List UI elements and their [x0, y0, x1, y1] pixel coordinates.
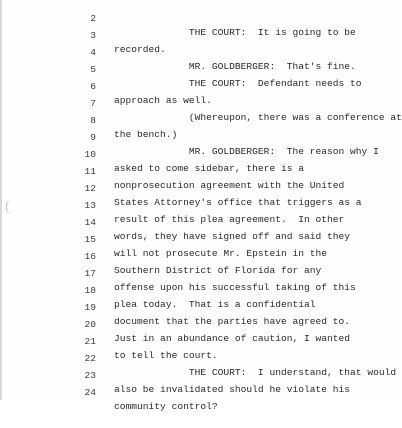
line-text: the bench.)	[114, 129, 178, 140]
line-text: THE COURT: It is going to be	[114, 27, 356, 38]
line-text: Just in an abundance of caution, I wanted	[114, 333, 351, 344]
line-text: asked to come sidebar, there is a	[114, 163, 304, 174]
line-text: will not prosecute Mr. Epstein in the	[114, 248, 328, 259]
line-number: 22	[84, 353, 96, 364]
line-number: 11	[84, 166, 96, 177]
line-number: 7	[90, 98, 96, 109]
line-text: THE COURT: Defendant needs to	[114, 78, 362, 89]
line-text: document that the parties have agreed to.	[114, 316, 351, 327]
line-number: 12	[84, 183, 96, 194]
line-number: 8	[90, 115, 96, 126]
line-number: 5	[90, 64, 96, 75]
line-number: 20	[84, 319, 96, 330]
line-number: 17	[84, 268, 96, 279]
line-number: 23	[84, 370, 96, 381]
line-number: 10	[84, 149, 96, 160]
line-number: 14	[84, 217, 96, 228]
line-text: Southern District of Florida for any	[114, 265, 322, 276]
line-text: nonprosecution agreement with the United	[114, 180, 345, 191]
line-text: also be invalidated should he violate his	[114, 384, 351, 395]
line-text: words, they have signed off and said they	[114, 231, 351, 242]
line-number: 19	[84, 302, 96, 313]
line-number: 24	[84, 387, 96, 398]
line-number: 16	[84, 251, 96, 262]
line-number: 2	[90, 13, 96, 24]
line-text: States Attorney's office that triggers as a	[114, 197, 362, 208]
line-text: offense upon his successful taking of this	[114, 282, 356, 293]
line-number: 6	[90, 81, 96, 92]
line-text: to tell the court.	[114, 350, 218, 361]
line-text: plea today. That is a confidential	[114, 299, 316, 310]
line-text: recorded.	[114, 44, 166, 55]
line-number: 9	[90, 132, 96, 143]
line-text: approach as well.	[114, 95, 212, 106]
line-number: 13	[84, 200, 96, 211]
line-text: MR. GOLDBERGER: That's fine.	[114, 61, 356, 72]
line-number: 15	[84, 234, 96, 245]
line-text: THE COURT: I understand, that would	[114, 367, 397, 378]
line-text: result of this plea agreement. In other	[114, 214, 345, 225]
line-number: 18	[84, 285, 96, 296]
line-number: 4	[90, 47, 96, 58]
line-text: (Whereupon, there was a conference at	[114, 112, 402, 123]
line-number: 3	[90, 30, 96, 41]
line-text: community control?	[114, 401, 218, 412]
transcript-line	[0, 0, 400, 38]
line-text: MR. GOLDBERGER: The reason why I	[114, 146, 379, 157]
line-number: 21	[84, 336, 96, 347]
